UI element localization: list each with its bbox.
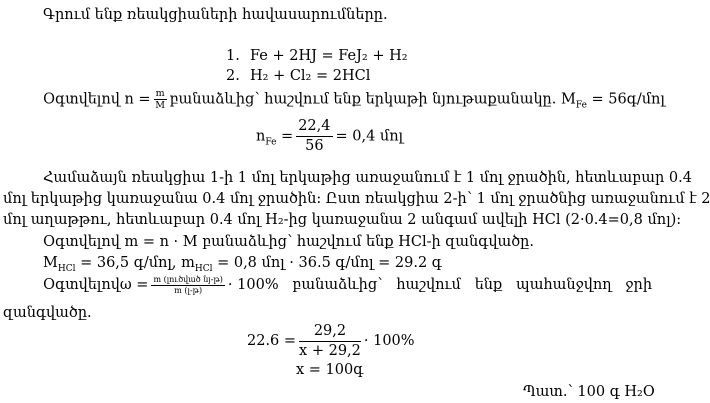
step1-tail: = 56գ/մոլ: [591, 91, 665, 108]
eq-lhs: 22.6 =: [247, 333, 297, 349]
step1-sub: Fe: [575, 100, 587, 111]
nfe-lhs: n: [256, 128, 266, 145]
calc-m: M: [43, 255, 58, 271]
step3-formula: [120, 272, 652, 298]
eq-rhs: · 100%: [363, 333, 415, 349]
eq-fraction: [299, 322, 361, 361]
fraction-denominator: 56: [305, 138, 324, 154]
fraction-numerator: m: [155, 88, 165, 99]
paragraph-line-2: մոլ երկաթից կառաջանա 0.4 մոլ ջրածին: Ըստ ռեակցիա 2-ի՝ 1 մոլ ջրածնից առաջանում է 2: [3, 191, 710, 207]
calc-mval: = 36,5 գ/մոլ,: [80, 255, 177, 271]
fraction-denominator: x + 29,2: [299, 342, 361, 359]
nfe-fraction: [296, 117, 332, 156]
fraction-denominator: m (լ-թ): [174, 285, 203, 295]
step3-pre: Օգտվելով: [43, 277, 120, 293]
reaction-equation: Fe + 2HJ = FeJ₂ + H₂: [250, 48, 408, 64]
reaction-2: [226, 67, 370, 85]
calc-msub: HCl: [57, 263, 76, 274]
reaction-equation: H₂ + Cl₂ = 2HCl: [250, 68, 371, 84]
calc-m2sub: HCl: [194, 263, 213, 274]
fraction-numerator: m (լուծված նյ-թ): [153, 274, 223, 284]
answer-line: Պատ.՝ 100 գ H₂O: [523, 384, 655, 400]
result-line: x = 100գ: [296, 362, 364, 378]
reaction-number: 2.: [226, 68, 240, 84]
fraction-numerator: 22,4: [296, 117, 332, 137]
nfe-eq: =: [281, 128, 294, 145]
nfe-sub: Fe: [265, 137, 277, 148]
mass-fraction: [151, 275, 224, 296]
fraction-numerator: 29,2: [299, 322, 361, 342]
paragraph-line-3: մոլ աղաթթու, հետևաբար 0.4 մոլ H₂-ից կառաջանա 2 անգամ ավելի HCl (2·0.4=0,8 մոլ):: [3, 212, 682, 228]
fraction-denominator: M: [155, 100, 165, 111]
mass-over-molar-fraction: [154, 88, 167, 111]
final-equation: [247, 321, 415, 361]
step1-line: [43, 88, 665, 114]
reaction-1: [226, 47, 408, 65]
step3-line-2: զանգվածը.: [3, 305, 92, 321]
step1-post: բանաձևից՝ հաշվում ենք երկաթի նյութաքանակը. M: [169, 91, 576, 108]
step3-post: · 100% բանաձևից՝ հաշվում ենք պահանջվող ջրի: [227, 277, 653, 293]
intro-text: Գրում ենք ռեակցիաների հավասարումները.: [43, 7, 388, 23]
step1-pre: Օգտվելով n =: [43, 91, 151, 108]
calc-m2: m: [181, 255, 195, 271]
omega-symbol: ω =: [119, 277, 149, 293]
step2-line: Օգտվելով m = n · M բանաձևից՝ հաշվում ենք HCl-ի զանգվածը.: [43, 234, 534, 250]
paragraph-line-1: Համաձայն ռեակցիա 1-ի 1 մոլ երկաթից առաջանում է 1 մոլ ջրածին, հետևաբար 0.4: [43, 170, 692, 186]
step3-line: [43, 272, 653, 298]
reaction-number: 1.: [226, 48, 240, 64]
nfe-rhs: = 0,4 մոլ: [335, 128, 404, 145]
nfe-equation: [256, 117, 403, 161]
calc-m2val: = 0,8 մոլ · 36.5 գ/մոլ = 29.2 գ: [217, 255, 442, 271]
